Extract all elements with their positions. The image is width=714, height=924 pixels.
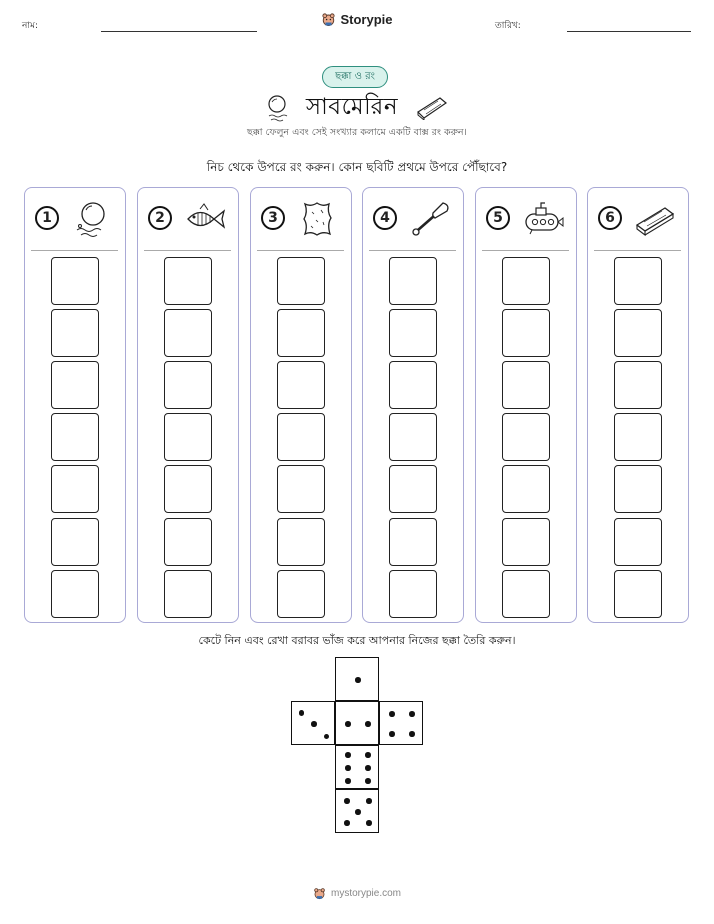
instructions: ছক্কা ফেলুন এবং সেই সংখ্যার কলামে একটি বাক্স রং করুন।	[247, 127, 467, 138]
color-box[interactable]	[277, 309, 325, 357]
color-box[interactable]	[164, 518, 212, 566]
page-title: সাবমেরিন	[305, 94, 399, 120]
die-pip	[345, 721, 351, 727]
column-divider	[31, 250, 118, 251]
column-divider	[594, 250, 681, 251]
color-box[interactable]	[51, 570, 99, 618]
column-header	[25, 188, 124, 248]
die-pip	[365, 721, 371, 727]
die-pip	[345, 765, 351, 771]
question: নিচ থেকে উপরে রং করুন। কোন ছবিটি প্রথমে উপরে পৌঁছাবে?	[206, 160, 508, 174]
color-box[interactable]	[502, 518, 550, 566]
die-pip	[409, 731, 415, 737]
die-pip	[299, 710, 305, 716]
color-box[interactable]	[164, 361, 212, 409]
die-pip	[345, 752, 351, 758]
color-box[interactable]	[164, 309, 212, 357]
die-face-3	[291, 701, 335, 745]
bubble-icon	[71, 200, 113, 238]
column-header	[476, 188, 575, 248]
color-box[interactable]	[51, 413, 99, 461]
color-box[interactable]	[51, 257, 99, 305]
column-3	[250, 187, 352, 623]
column-number: 2	[148, 206, 172, 230]
die-pip	[389, 711, 395, 717]
die-face-5	[335, 789, 379, 833]
color-box[interactable]	[164, 570, 212, 618]
color-box[interactable]	[614, 518, 662, 566]
color-box[interactable]	[502, 465, 550, 513]
color-box[interactable]	[502, 361, 550, 409]
column-number: 1	[35, 206, 59, 230]
die-pip	[344, 798, 350, 804]
color-box[interactable]	[389, 361, 437, 409]
die-pip	[365, 778, 371, 784]
brand-logo	[0, 12, 714, 27]
die-pip	[344, 820, 350, 826]
die-pip	[345, 778, 351, 784]
storypie-mascot-icon	[313, 887, 326, 900]
die-pip	[365, 752, 371, 758]
color-box[interactable]	[614, 465, 662, 513]
wooden-plank-icon	[416, 96, 448, 120]
date-line[interactable]	[567, 31, 691, 32]
color-box[interactable]	[389, 309, 437, 357]
die-pip	[365, 765, 371, 771]
color-box[interactable]	[614, 257, 662, 305]
color-box[interactable]	[164, 413, 212, 461]
color-box[interactable]	[502, 257, 550, 305]
submarine-icon	[522, 200, 564, 238]
color-box[interactable]	[277, 465, 325, 513]
column-header	[251, 188, 350, 248]
color-box[interactable]	[389, 465, 437, 513]
color-box[interactable]	[614, 413, 662, 461]
fish-icon	[184, 200, 226, 238]
column-number: 4	[373, 206, 397, 230]
die-face-1	[335, 657, 379, 701]
date-label: তারিখ:	[495, 21, 521, 31]
color-box[interactable]	[614, 361, 662, 409]
color-box[interactable]	[502, 309, 550, 357]
color-box[interactable]	[502, 413, 550, 461]
dice-color-badge: ছক্কা ও রং	[322, 66, 388, 88]
column-divider	[369, 250, 456, 251]
name-line[interactable]	[101, 31, 257, 32]
cut-instructions: কেটে নিন এবং রেখা বরাবর ভাঁজ করে আপনার নিজের ছক্কা তৈরি করুন।	[198, 634, 516, 647]
color-box[interactable]	[614, 309, 662, 357]
column-6	[587, 187, 689, 623]
column-2	[137, 187, 239, 623]
color-box[interactable]	[51, 309, 99, 357]
oar-icon	[409, 200, 451, 238]
column-divider	[482, 250, 569, 251]
color-box[interactable]	[51, 361, 99, 409]
color-box[interactable]	[277, 570, 325, 618]
color-box[interactable]	[277, 361, 325, 409]
column-4	[362, 187, 464, 623]
wooden-plank-icon	[634, 200, 676, 238]
title-row	[0, 88, 714, 127]
footer	[0, 887, 714, 900]
die-face-2	[335, 701, 379, 745]
die-pip	[366, 798, 372, 804]
color-box[interactable]	[614, 570, 662, 618]
die-face-4	[379, 701, 423, 745]
column-5	[475, 187, 577, 623]
die-pip	[409, 711, 415, 717]
die-pip	[389, 731, 395, 737]
color-box[interactable]	[51, 465, 99, 513]
die-pip	[366, 820, 372, 826]
brand-name: Storypie	[340, 12, 393, 27]
die-pip	[311, 721, 317, 727]
column-number: 6	[598, 206, 622, 230]
color-box[interactable]	[389, 413, 437, 461]
color-box[interactable]	[164, 257, 212, 305]
color-box[interactable]	[51, 518, 99, 566]
name-label: নাম:	[22, 21, 39, 31]
column-header	[588, 188, 687, 248]
sponge-icon	[297, 200, 339, 238]
column-divider	[257, 250, 344, 251]
color-box[interactable]	[389, 518, 437, 566]
column-header	[138, 188, 237, 248]
die-face-6	[335, 745, 379, 789]
color-box[interactable]	[277, 413, 325, 461]
color-box[interactable]	[502, 570, 550, 618]
column-number: 5	[486, 206, 510, 230]
die-pip	[324, 734, 330, 740]
die-pip	[355, 809, 361, 815]
column-1	[24, 187, 126, 623]
bubble-icon	[266, 94, 288, 122]
color-box[interactable]	[277, 257, 325, 305]
color-box[interactable]	[164, 465, 212, 513]
column-number: 3	[261, 206, 285, 230]
color-box[interactable]	[389, 257, 437, 305]
color-box[interactable]	[277, 518, 325, 566]
color-box[interactable]	[389, 570, 437, 618]
column-header	[363, 188, 462, 248]
storypie-mascot-icon	[321, 12, 336, 27]
die-pip	[355, 677, 361, 683]
column-divider	[144, 250, 231, 251]
footer-site[interactable]: mystorypie.com	[330, 888, 401, 899]
